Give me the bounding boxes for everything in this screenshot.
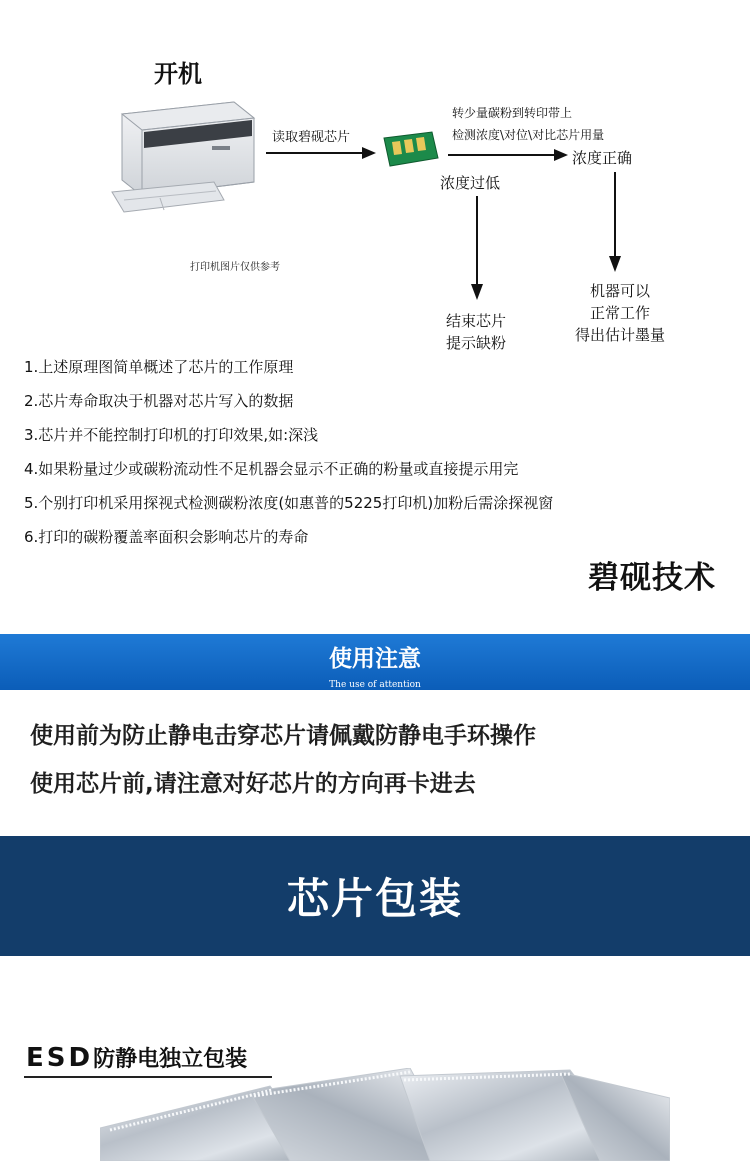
note-item: 4.如果粉量过少或碳粉流动性不足机器会显示不正确的粉量或直接提示用完 (24, 460, 519, 478)
principle-notes-list (24, 356, 744, 560)
attention-title: 使用注意 (329, 646, 421, 672)
chip-icon (382, 130, 440, 168)
brand-name: 碧砚技术 (588, 560, 716, 596)
end-chip-line-1: 结束芯片 (445, 312, 506, 330)
esd-label (26, 1042, 247, 1073)
read-chip-label: 读取碧砚芯片 (272, 130, 351, 145)
machine-ok-note (560, 280, 680, 346)
arrow-down-icon (470, 196, 484, 300)
end-chip-note (436, 310, 516, 354)
packaging-title: 芯片包装 (286, 874, 463, 923)
start-title: 开机 (154, 60, 202, 88)
attention-line: 使用前为防止静电击穿芯片请佩戴防静电手环操作 (30, 723, 536, 749)
transfer-line-2: 检测浓度\对位\对比芯片用量 (452, 128, 605, 142)
density-normal-label: 浓度正确 (572, 149, 633, 167)
machine-ok-line-1: 机器可以 (589, 282, 650, 300)
arrow-right-icon (266, 146, 376, 160)
esd-prefix: ESD (26, 1043, 94, 1073)
note-item: 5.个别打印机采用探视式检测碳粉浓度(如惠普的5225打印机)加粉后需涂探视窗 (24, 494, 554, 512)
machine-ok-line-3: 得出估计墨量 (574, 326, 665, 344)
end-chip-line-2: 提示缺粉 (445, 334, 506, 352)
esd-bags-photo (100, 1068, 670, 1161)
esd-underline (24, 1076, 272, 1078)
note-item: 1.上述原理图简单概述了芯片的工作原理 (24, 358, 294, 376)
esd-text: 防静电独立包装 (93, 1047, 248, 1072)
attention-banner (0, 634, 750, 690)
printer-illustration (104, 96, 264, 220)
attention-line: 使用芯片前,请注意对好芯片的方向再卡进去 (30, 771, 476, 797)
arrow-down-icon (608, 172, 622, 272)
packaging-banner (0, 836, 750, 956)
printer-caption: 打印机图片仅供参考 (190, 262, 280, 273)
attention-notes (30, 718, 730, 814)
note-item: 2.芯片寿命取决于机器对芯片写入的数据 (24, 392, 294, 410)
note-item: 6.打印的碳粉覆盖率面积会影响芯片的寿命 (24, 528, 309, 546)
transfer-line-1: 转少量碳粉到转印带上 (452, 106, 573, 120)
machine-ok-line-2: 正常工作 (589, 304, 650, 322)
note-item: 3.芯片并不能控制打印机的打印效果,如:深浅 (24, 426, 319, 444)
density-low-label: 浓度过低 (440, 174, 501, 192)
attention-subtitle: The use of attention (329, 680, 421, 690)
arrow-right-icon (448, 148, 568, 162)
